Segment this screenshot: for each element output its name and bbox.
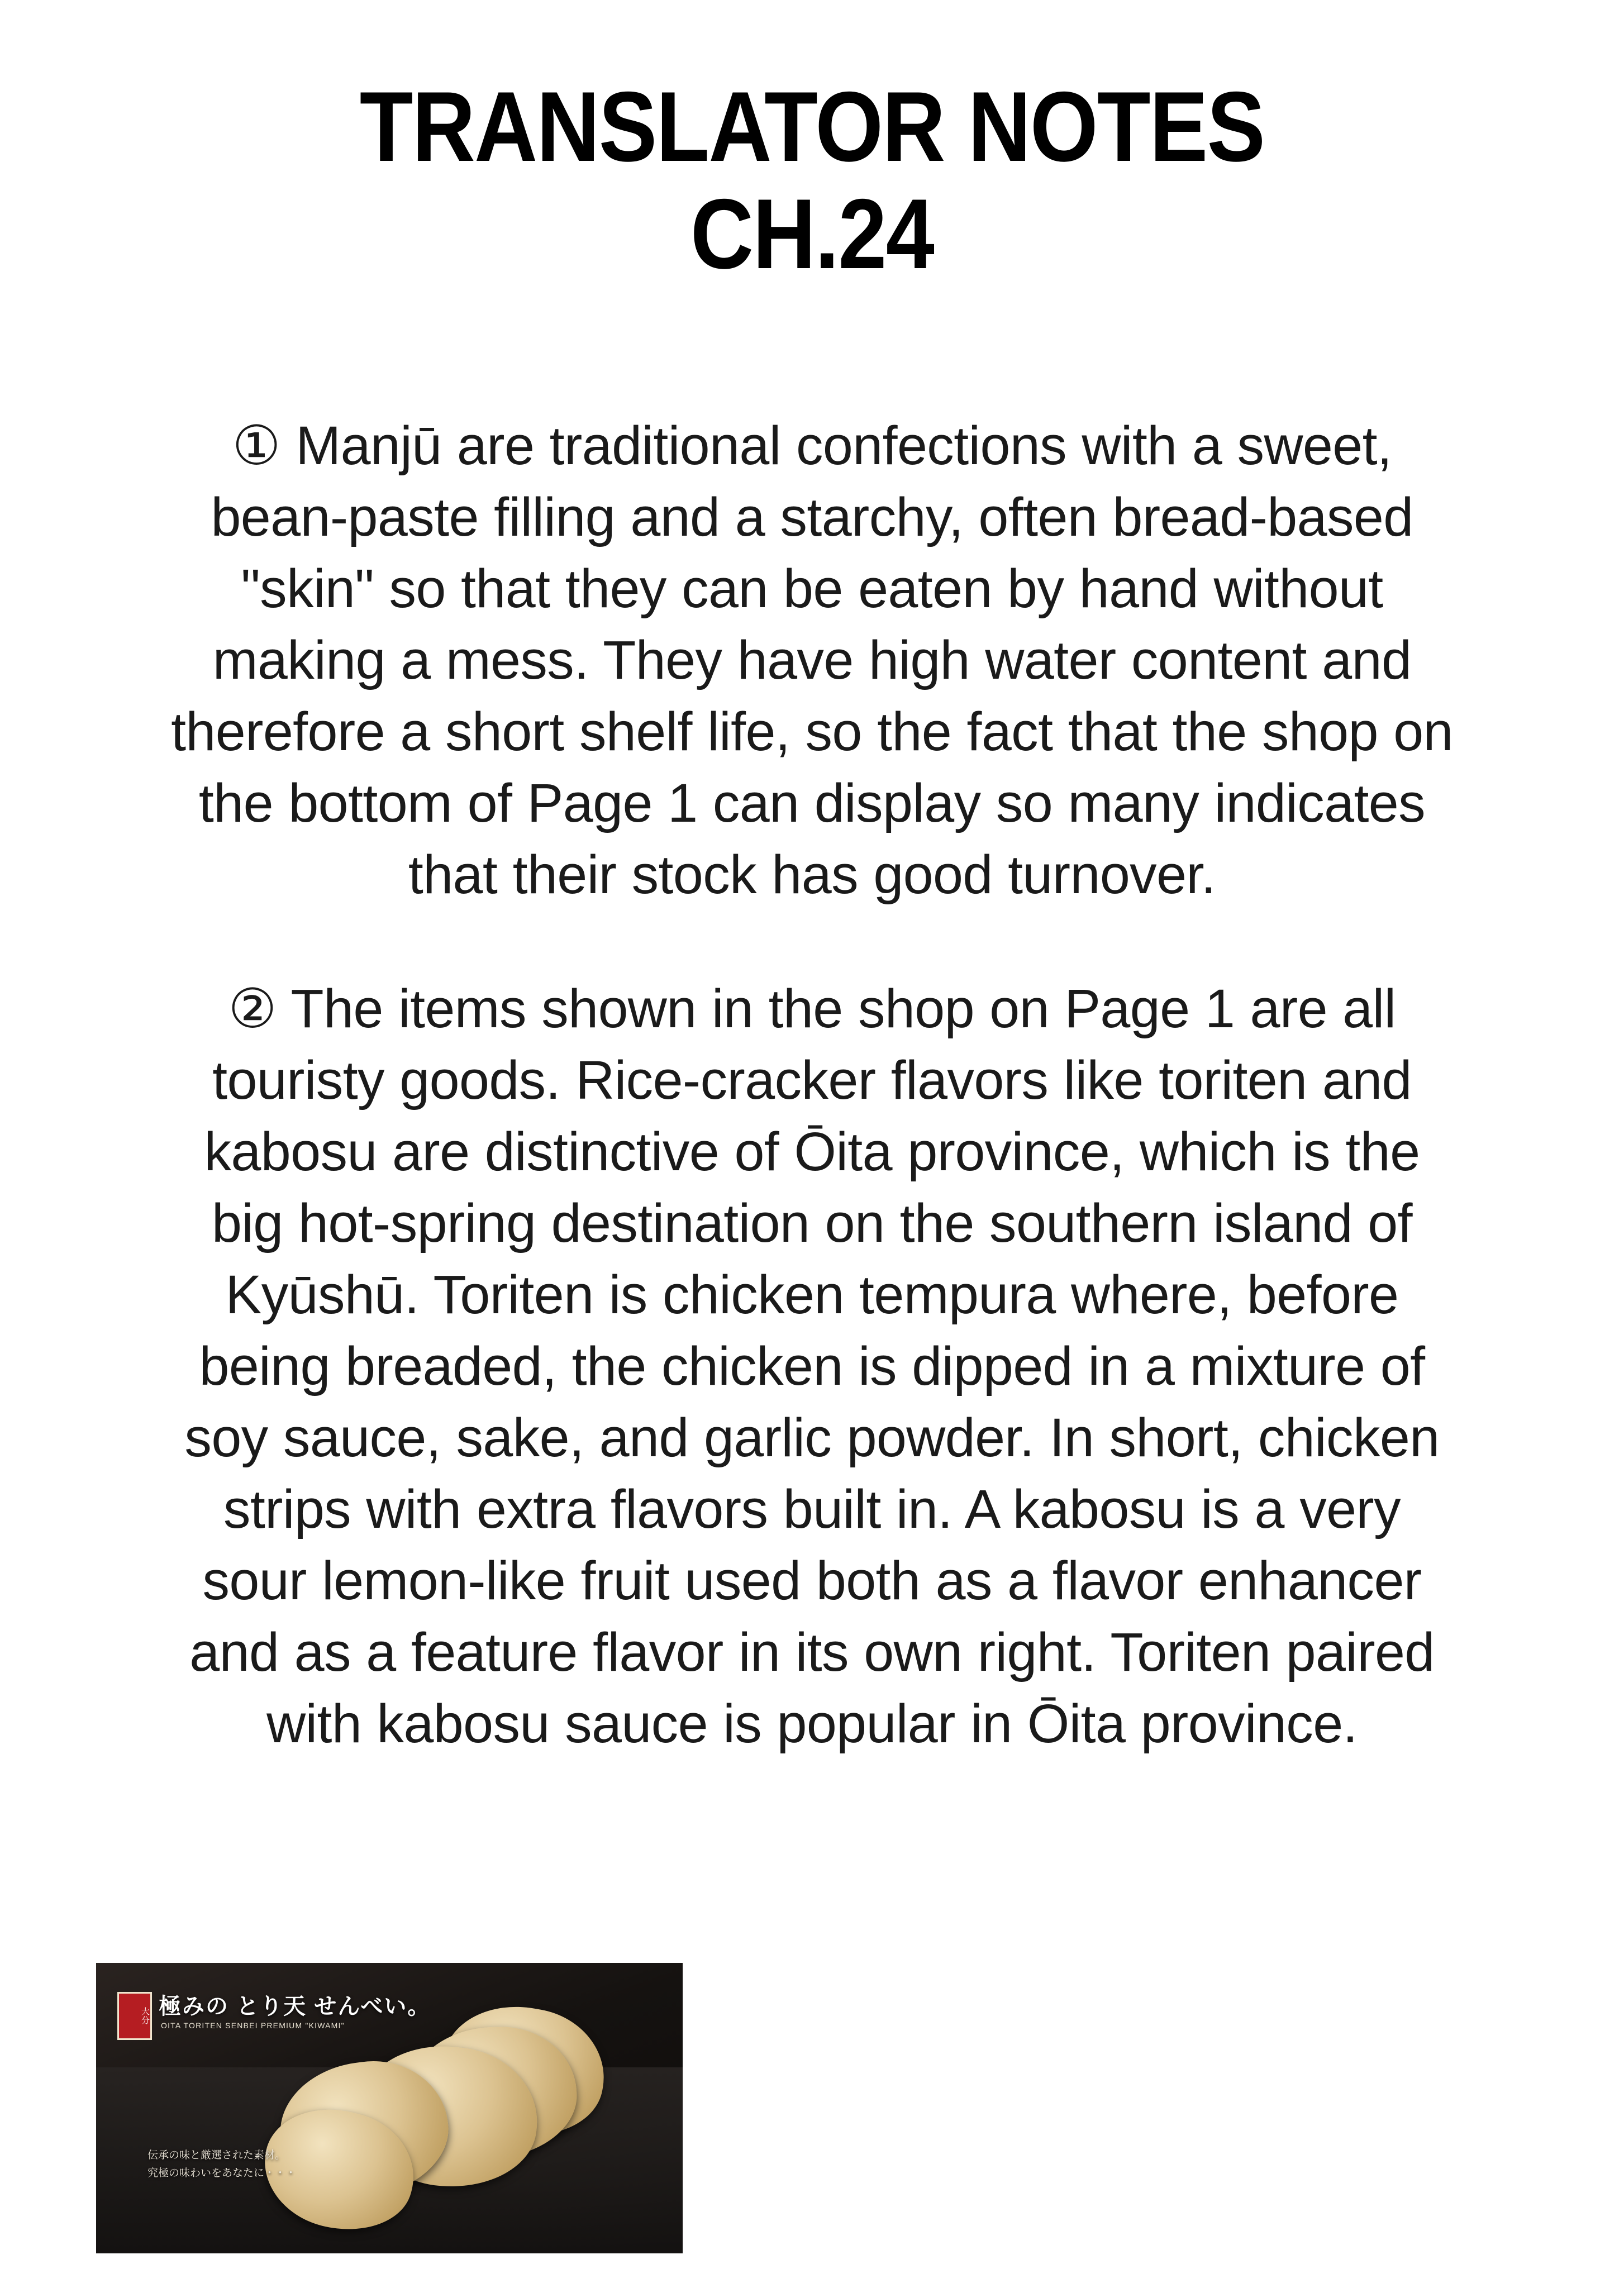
photo-tagline-line-2: 究極の味わいをあなたに・・・ — [147, 2167, 297, 2179]
title-line-chapter: CH.24 — [690, 178, 934, 290]
page-title — [0, 0, 1624, 290]
brand-name-japanese: 極みの とり天 せんべい。 — [159, 1994, 431, 2019]
product-photo — [96, 1963, 683, 2253]
brand-stamp-icon: 大分 — [117, 1992, 152, 2040]
note-paragraph-1: ① Manjū are traditional confections with a sweet, bean-paste filling and a starchy, often bread-based "skin" so that they can be eaten by hand without making a mess. They have high water content and therefore a short shelf life, so the fact that the shop on the bottom of Page 1 can display so many indicates that their stock has good turnover. — [171, 414, 1453, 905]
note-paragraph-2: ② The items shown in the shop on Page 1 are all touristy goods. Rice-cracker flavors like toriten and kabosu are distinctive of Ōita province, which is the big hot-spring destination on the southern island of Kyūshū. Toriten is chicken tempura where, before being breaded, the chicken is dipped in a mixture of soy sauce, sake, and garlic powder. In short, chicken strips with extra flavors built in. A kabosu is a very sour lemon-like fruit used both as a flavor enhancer and as a feature flavor in its own right. Toriten paired with kabosu sauce is popular in Ōita province. — [184, 978, 1440, 1755]
notes-body — [170, 283, 1455, 1760]
snack-photo-canvas — [96, 1963, 683, 2253]
title-line-primary: TRANSLATOR NOTES — [359, 71, 1265, 182]
brand-name-english: OITA TORITEN SENBEI PREMIUM "KIWAMI" — [161, 2021, 345, 2030]
photo-tagline-line-1: 伝承の味と厳選された素材。 — [147, 2149, 286, 2161]
